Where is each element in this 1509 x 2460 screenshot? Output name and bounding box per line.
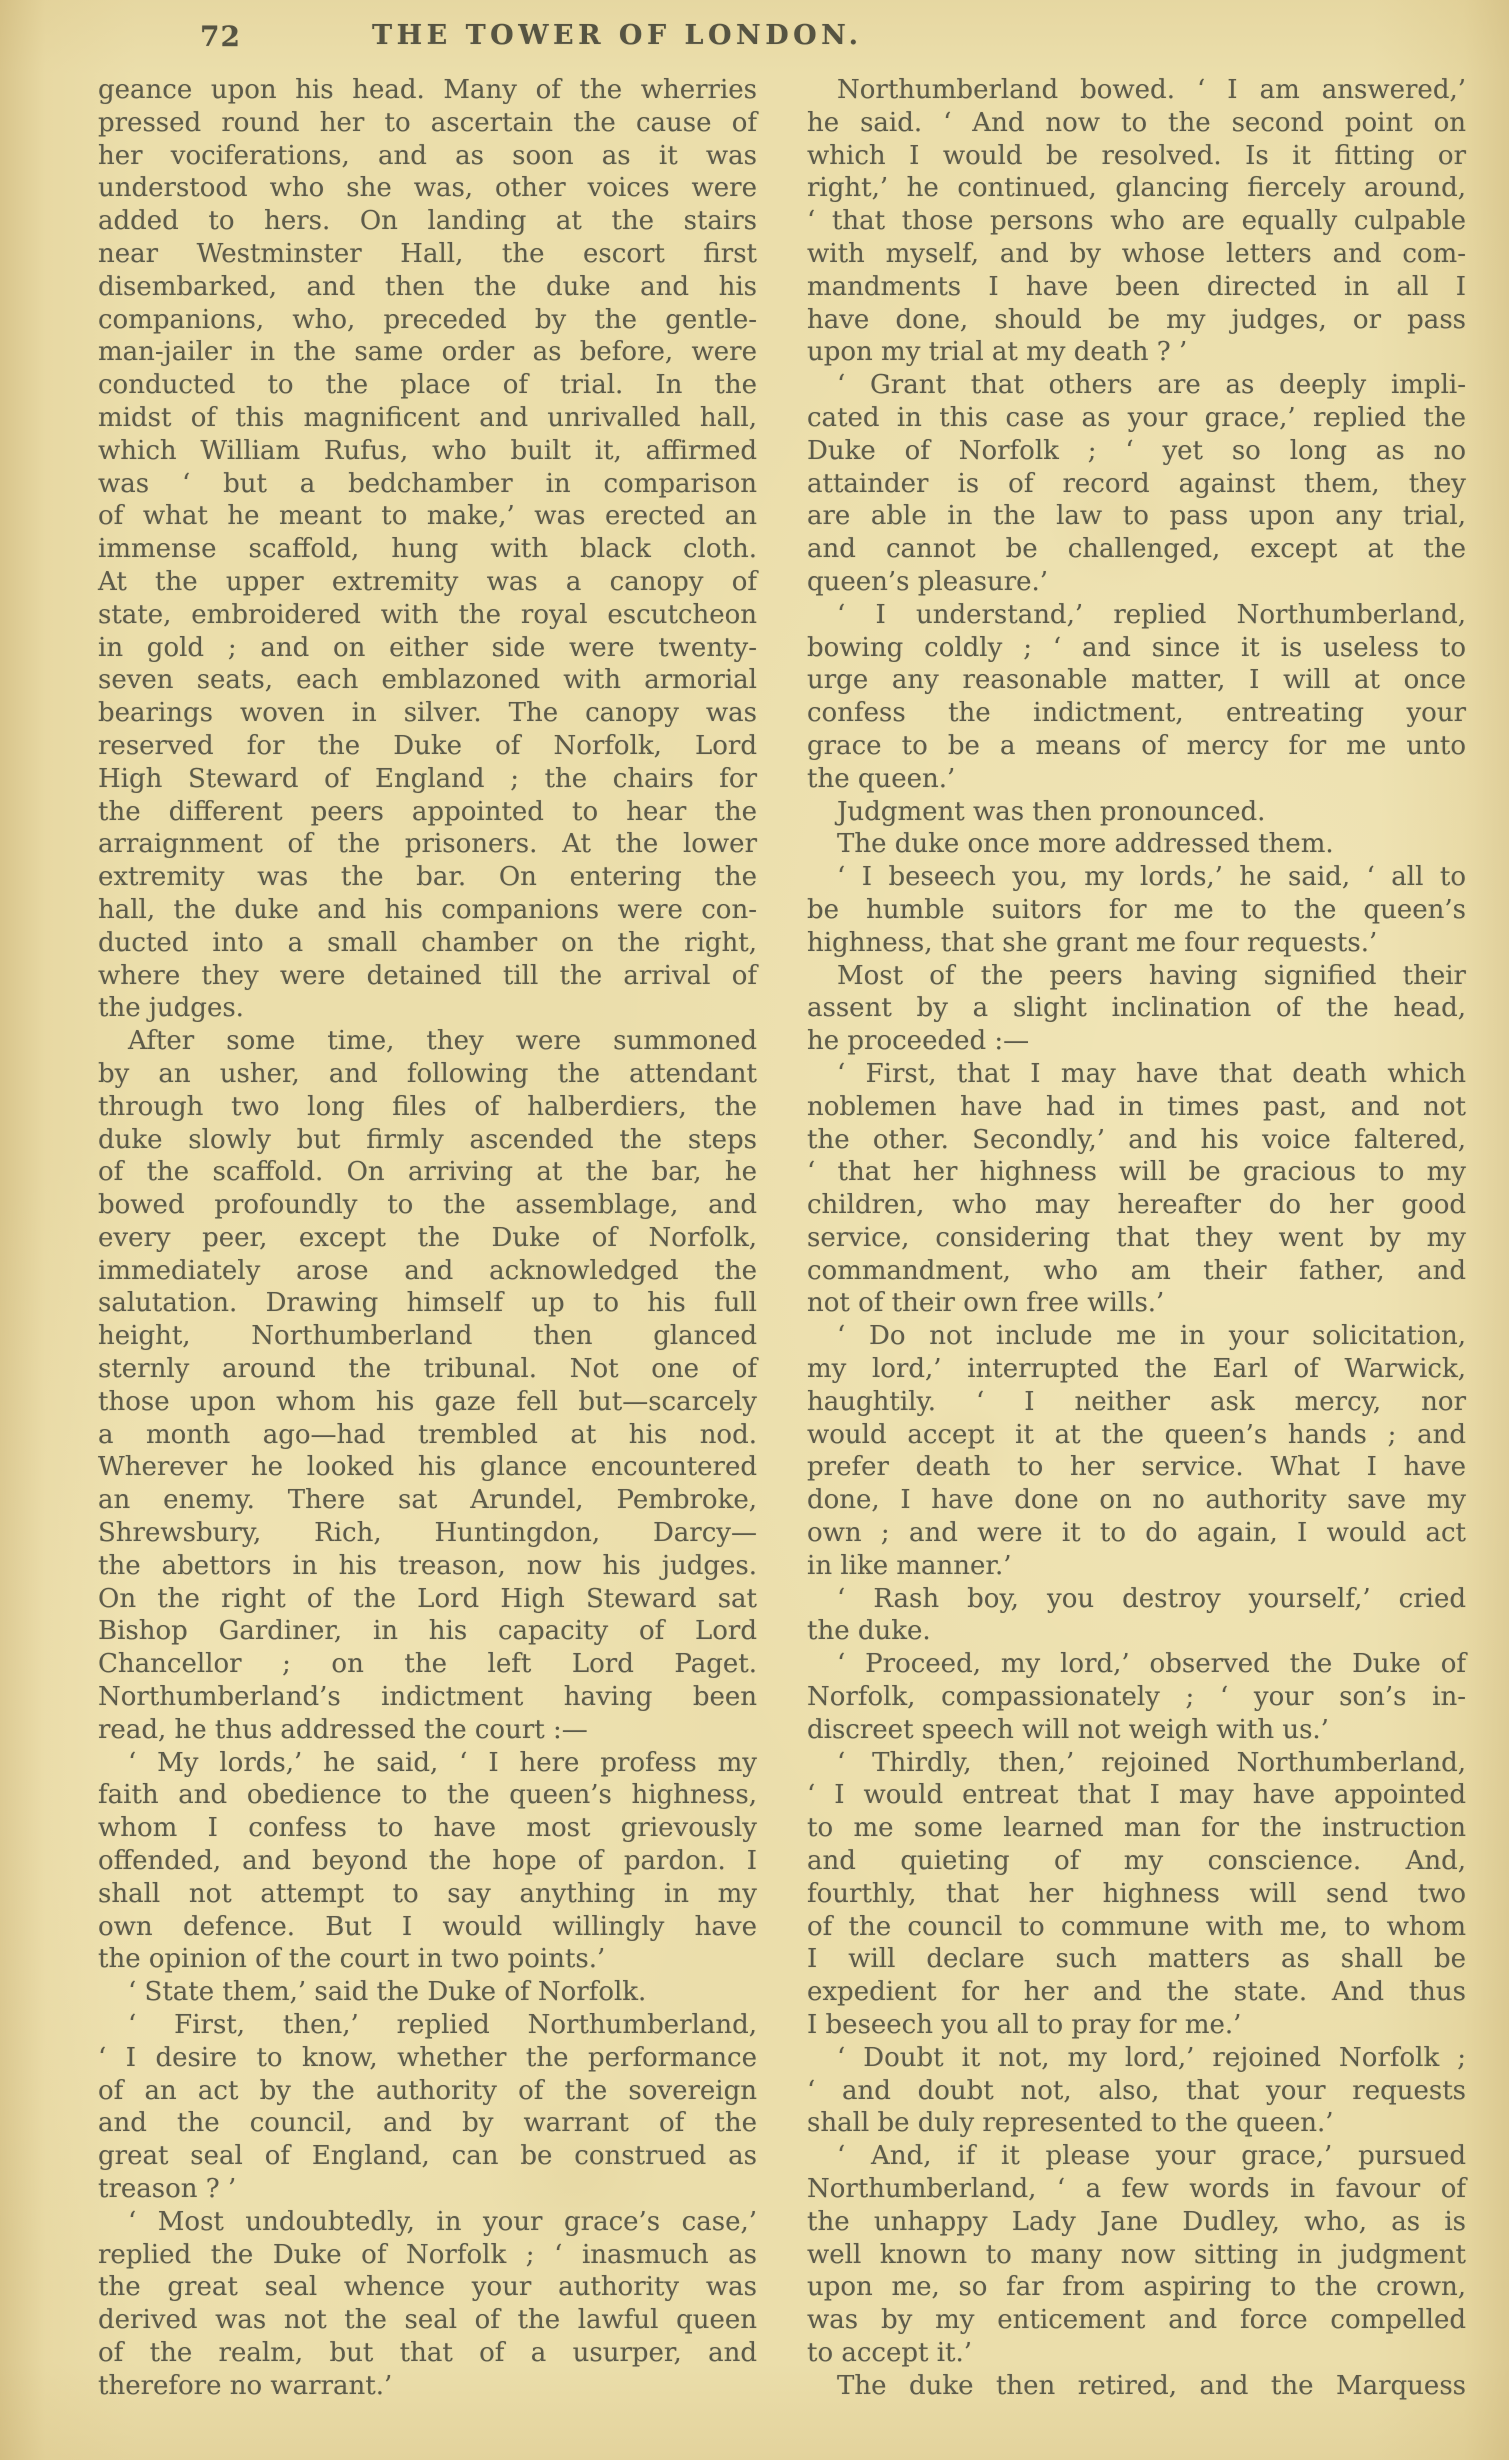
text-line: through two long files of halberdiers, the bbox=[98, 1091, 757, 1122]
text-line: cated in this case as your grace,’ replied the bbox=[807, 402, 1466, 433]
text-line: salutation. Drawing himself up to his full bbox=[98, 1288, 757, 1319]
text-line: ‘ Do not include me in your solicitation, bbox=[837, 1321, 1466, 1352]
text-line: Bishop Gardiner, in his capacity of Lord bbox=[98, 1616, 757, 1647]
text-line: of the scaffold. On arriving at the bar, he bbox=[98, 1157, 757, 1188]
text-line: he said. ‘ And now to the second point on bbox=[807, 107, 1466, 138]
text-line: duke slowly but firmly ascended the steps bbox=[98, 1124, 757, 1155]
text-line: in gold ; and on either side were twenty- bbox=[98, 632, 757, 663]
text-line: and cannot be challenged, except at the bbox=[807, 534, 1466, 565]
text-line: the unhappy Lady Jane Dudley, who, as is bbox=[807, 2206, 1466, 2237]
text-line: of what he meant to make,’ was erected an bbox=[98, 501, 757, 532]
text-line: children, who may hereafter do her good bbox=[807, 1190, 1466, 1221]
text-line: well known to many now sitting in judgment bbox=[807, 2239, 1466, 2270]
text-line: After some time, they were summoned bbox=[128, 1026, 757, 1057]
text-line: Shrewsbury, Rich, Huntingdon, Darcy— bbox=[98, 1518, 757, 1549]
text-line: ‘ I understand,’ replied Northumberland, bbox=[837, 599, 1466, 630]
text-line: ‘ Doubt it not, my lord,’ rejoined Norfolk ; bbox=[837, 2042, 1466, 2073]
text-line: which William Rufus, who built it, affirmed bbox=[98, 435, 757, 466]
text-line: ‘ that her highness will be gracious to my bbox=[807, 1157, 1466, 1188]
page-number: 72 bbox=[200, 20, 241, 53]
text-line: the great seal whence your authority was bbox=[98, 2272, 757, 2303]
text-line: ‘ Most undoubtedly, in your grace’s case,’ bbox=[128, 2206, 757, 2237]
text-line: be humble suitors for me to the queen’s bbox=[807, 894, 1466, 925]
text-line: upon me, so far from aspiring to the crown, bbox=[807, 2272, 1466, 2303]
text-line: in like manner.’ bbox=[807, 1550, 1012, 1581]
text-line: On the right of the Lord High Steward sat bbox=[98, 1583, 757, 1614]
text-line: with myself, and by whose letters and com- bbox=[807, 238, 1466, 269]
text-line: are able in the law to pass upon any trial, bbox=[807, 501, 1466, 532]
text-line: reserved for the Duke of Norfolk, Lord bbox=[98, 730, 757, 761]
text-line: commandment, who am their father, and bbox=[807, 1255, 1466, 1286]
text-line: have done, should be my judges, or pass bbox=[807, 304, 1466, 335]
text-line: assent by a slight inclination of the head, bbox=[807, 993, 1466, 1024]
text-line: the judges. bbox=[98, 993, 244, 1024]
text-line: shall be duly represented to the queen.’ bbox=[807, 2108, 1334, 2139]
text-line: read, he thus addressed the court :— bbox=[98, 1714, 588, 1745]
text-line: understood who she was, other voices were bbox=[98, 173, 757, 204]
text-line: offended, and beyond the hope of pardon. I bbox=[98, 1846, 757, 1877]
text-line: Duke of Norfolk ; ‘ yet so long as no bbox=[807, 435, 1466, 466]
text-line: arraignment of the prisoners. At the lower bbox=[98, 829, 757, 860]
text-line: ‘ Grant that others are as deeply impli- bbox=[837, 370, 1466, 401]
text-line: immediately arose and acknowledged the bbox=[98, 1255, 757, 1286]
text-line: fourthly, that her highness will send two bbox=[807, 1878, 1466, 1909]
text-line: faith and obedience to the queen’s highness, bbox=[98, 1780, 757, 1811]
text-line: Northumberland bowed. ‘ I am answered,’ bbox=[837, 75, 1466, 105]
text-line: by an usher, and following the attendant bbox=[98, 1058, 757, 1089]
text-line: added to hers. On landing at the stairs bbox=[98, 206, 757, 237]
text-line: not of their own free wills.’ bbox=[807, 1288, 1165, 1319]
text-line: to me some learned man for the instruction bbox=[807, 1813, 1466, 1844]
text-line: ‘ and doubt not, also, that your requests bbox=[807, 2075, 1466, 2106]
text-line: seven seats, each emblazoned with armorial bbox=[98, 665, 757, 696]
text-line: every peer, except the Duke of Norfolk, bbox=[98, 1222, 757, 1253]
text-line: sternly around the tribunal. Not one of bbox=[98, 1354, 757, 1385]
text-line: Most of the peers having signified their bbox=[837, 960, 1466, 991]
text-line: haughtily. ‘ I neither ask mercy, nor bbox=[807, 1386, 1466, 1417]
text-line: ‘ I beseech you, my lords,’ he said, ‘ all to bbox=[837, 862, 1466, 893]
text-line: ‘ I desire to know, whether the performance bbox=[98, 2042, 757, 2073]
text-line: bowing coldly ; ‘ and since it is useless to bbox=[807, 632, 1466, 663]
text-line: man-jailer in the same order as before, were bbox=[98, 337, 757, 368]
text-line: of the council to commune with me, to whom bbox=[807, 1911, 1466, 1942]
text-line: the different peers appointed to hear the bbox=[98, 796, 757, 827]
text-line: ducted into a small chamber on the right, bbox=[98, 927, 757, 958]
text-line: Chancellor ; on the left Lord Paget. bbox=[98, 1649, 757, 1680]
text-line: midst of this magnificent and unrivalled hall, bbox=[98, 402, 757, 433]
text-line: immense scaffold, hung with black cloth. bbox=[98, 534, 757, 565]
text-line: I will declare such matters as shall be bbox=[807, 1944, 1466, 1975]
text-line: treason ? ’ bbox=[98, 2174, 237, 2204]
text-line: attainder is of record against them, they bbox=[807, 468, 1466, 499]
text-line: derived was not the seal of the lawful queen bbox=[98, 2305, 757, 2336]
text-line: disembarked, and then the duke and his bbox=[98, 271, 757, 302]
text-line: replied the Duke of Norfolk ; ‘ inasmuch as bbox=[98, 2239, 757, 2270]
text-line: ‘ My lords,’ he said, ‘ I here profess my bbox=[128, 1747, 757, 1778]
text-line: ‘ First, that I may have that death which bbox=[837, 1058, 1466, 1089]
text-line: pressed round her to ascertain the cause of bbox=[98, 107, 757, 138]
text-line: Northumberland, ‘ a few words in favour of bbox=[807, 2174, 1466, 2204]
text-line: service, considering that they went by my bbox=[807, 1222, 1466, 1253]
text-line: own defence. But I would willingly have bbox=[98, 1911, 757, 1942]
text-line: great seal of England, can be construed as bbox=[98, 2141, 757, 2172]
text-line: ‘ State them,’ said the Duke of Norfolk. bbox=[128, 1977, 647, 2008]
text-line: ‘ I would entreat that I may have appointed bbox=[807, 1780, 1466, 1811]
text-line: geance upon his head. Many of the wherries bbox=[98, 75, 757, 105]
text-line: The duke once more addressed them. bbox=[837, 829, 1334, 860]
text-line: was ‘ but a bedchamber in comparison bbox=[98, 468, 757, 499]
left-column bbox=[98, 74, 757, 2403]
text-line: near Westminster Hall, the escort first bbox=[98, 238, 757, 269]
text-line: whom I confess to have most grievously bbox=[98, 1813, 757, 1844]
text-line: bearings woven in silver. The canopy was bbox=[98, 698, 757, 729]
text-line: ‘ First, then,’ replied Northumberland, bbox=[128, 2010, 757, 2041]
text-line: bowed profoundly to the assemblage, and bbox=[98, 1190, 757, 1221]
text-line: confess the indictment, entreating your bbox=[807, 698, 1466, 729]
text-line: Judgment was then pronounced. bbox=[837, 796, 1266, 827]
text-line: right,’ he continued, glancing fiercely around, bbox=[807, 173, 1466, 204]
text-line: noblemen have had in times past, and not bbox=[807, 1091, 1466, 1122]
text-line: was by my enticement and force compelled bbox=[807, 2305, 1466, 2336]
text-line: I beseech you all to pray for me.’ bbox=[807, 2010, 1242, 2041]
text-block bbox=[98, 74, 1466, 2403]
text-line: those upon whom his gaze fell but—scarcely bbox=[98, 1386, 757, 1417]
text-line: a month ago—had trembled at his nod. bbox=[98, 1419, 757, 1450]
text-line: my lord,’ interrupted the Earl of Warwick, bbox=[807, 1354, 1466, 1385]
text-line: done, I have done on no authority save my bbox=[807, 1485, 1466, 1516]
text-line: the duke. bbox=[807, 1616, 931, 1647]
text-line: ‘ Proceed, my lord,’ observed the Duke of bbox=[837, 1649, 1466, 1680]
text-line: where they were detained till the arrival of bbox=[98, 960, 757, 991]
text-line: ‘ Rash boy, you destroy yourself,’ cried bbox=[837, 1583, 1466, 1614]
text-line: he proceeded :— bbox=[807, 1026, 1030, 1057]
text-line: companions, who, preceded by the gentle- bbox=[98, 304, 757, 335]
text-line: her vociferations, and as soon as it was bbox=[98, 140, 757, 171]
text-line: own ; and were it to do again, I would act bbox=[807, 1518, 1466, 1549]
text-line: the opinion of the court in two points.’ bbox=[98, 1944, 606, 1975]
text-line: to accept it.’ bbox=[807, 2337, 973, 2368]
text-line: conducted to the place of trial. In the bbox=[98, 370, 757, 401]
right-column bbox=[807, 74, 1466, 2403]
text-line: queen’s pleasure.’ bbox=[807, 566, 1049, 597]
text-line: Northumberland’s indictment having been bbox=[98, 1682, 757, 1713]
text-line: highness, that she grant me four requests.’ bbox=[807, 927, 1378, 958]
text-line: prefer death to her service. What I have bbox=[807, 1452, 1466, 1483]
text-line: ‘ And, if it please your grace,’ pursued bbox=[837, 2141, 1466, 2172]
text-line: height, Northumberland then glanced bbox=[98, 1321, 757, 1352]
text-line: the abettors in his treason, now his judges. bbox=[98, 1550, 757, 1581]
text-line: grace to be a means of mercy for me unto bbox=[807, 730, 1466, 761]
text-line: ‘ Thirdly, then,’ rejoined Northumberland, bbox=[837, 1747, 1466, 1778]
text-line: an enemy. There sat Arundel, Pembroke, bbox=[98, 1485, 757, 1516]
text-line: Wherever he looked his glance encountered bbox=[98, 1452, 757, 1483]
text-line: The duke then retired, and the Marquess bbox=[837, 2370, 1466, 2401]
text-line: urge any reasonable matter, I will at once bbox=[807, 665, 1466, 696]
text-line: At the upper extremity was a canopy of bbox=[98, 566, 757, 597]
text-line: extremity was the bar. On entering the bbox=[98, 862, 757, 893]
text-line: the queen.’ bbox=[807, 763, 956, 794]
text-line: shall not attempt to say anything in my bbox=[98, 1878, 757, 1909]
page-header bbox=[0, 18, 1509, 62]
text-line: would accept it at the queen’s hands ; and bbox=[807, 1419, 1466, 1450]
text-line: state, embroidered with the royal escutcheon bbox=[98, 599, 757, 630]
text-line: therefore no warrant.’ bbox=[98, 2370, 393, 2401]
text-line: of the realm, but that of a usurper, and bbox=[98, 2337, 757, 2368]
text-line: the other. Secondly,’ and his voice faltered, bbox=[807, 1124, 1466, 1155]
text-line: ‘ that those persons who are equally culpable bbox=[807, 206, 1466, 237]
text-line: and quieting of my conscience. And, bbox=[807, 1846, 1466, 1877]
text-line: and the council, and by warrant of the bbox=[98, 2108, 757, 2139]
text-line: expedient for her and the state. And thus bbox=[807, 1977, 1466, 2008]
text-line: High Steward of England ; the chairs for bbox=[98, 763, 757, 794]
text-line: discreet speech will not weigh with us.’ bbox=[807, 1714, 1329, 1745]
text-line: which I would be resolved. Is it fitting or bbox=[807, 140, 1466, 171]
text-line: Norfolk, compassionately ; ‘ your son’s in- bbox=[807, 1682, 1466, 1713]
text-line: mandments I have been directed in all I bbox=[807, 271, 1466, 302]
page-title: THE TOWER OF LONDON. bbox=[372, 20, 863, 51]
text-line: of an act by the authority of the sovereign bbox=[98, 2075, 757, 2106]
text-line: upon my trial at my death ? ’ bbox=[807, 337, 1188, 368]
text-line: hall, the duke and his companions were con- bbox=[98, 894, 757, 925]
